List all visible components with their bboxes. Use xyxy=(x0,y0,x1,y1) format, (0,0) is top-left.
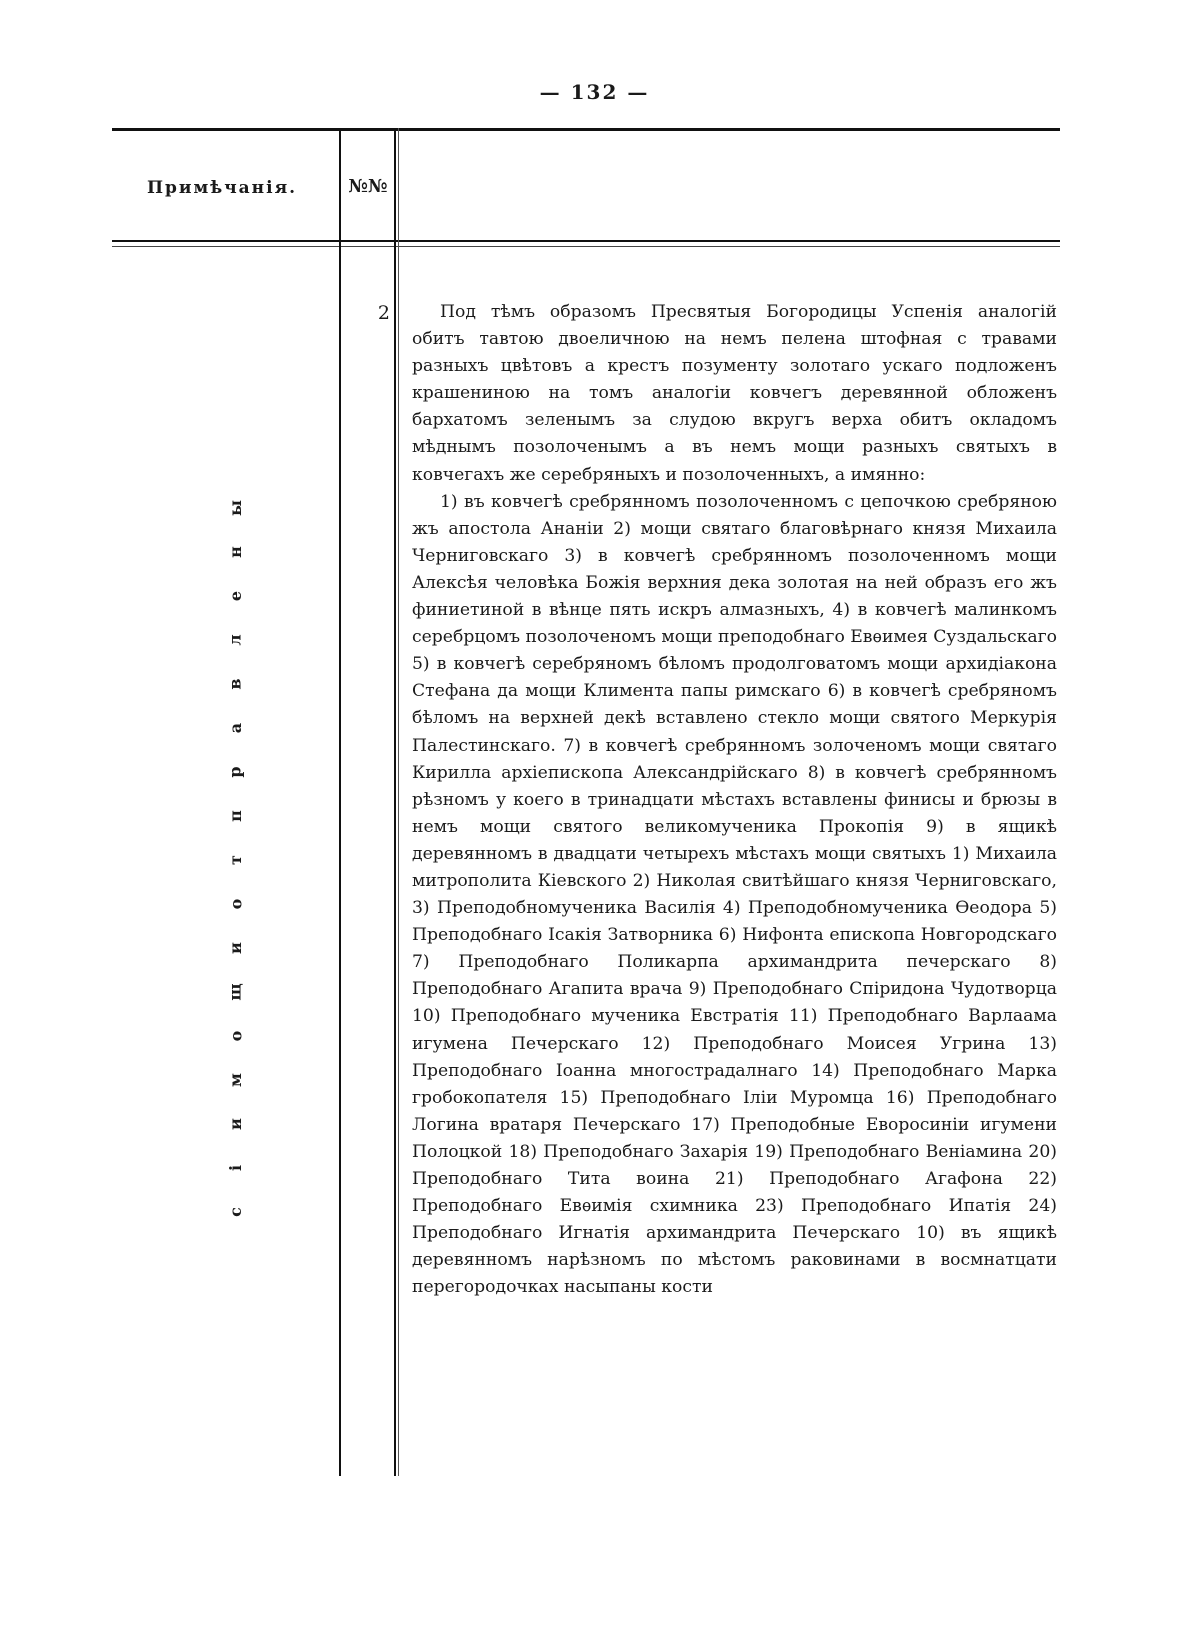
side-note-letter: с xyxy=(226,1207,245,1217)
column-divider-number xyxy=(394,128,396,1476)
column-divider-notes xyxy=(339,128,341,1476)
side-note-letter: ы xyxy=(225,499,245,517)
entry-text xyxy=(412,299,1057,1301)
page-number: — 132 — xyxy=(539,80,650,104)
side-note-letter: о xyxy=(225,1030,245,1042)
row-number: 2 xyxy=(377,302,390,324)
side-note-letter: т xyxy=(225,855,245,865)
side-note-letter: м xyxy=(226,1073,245,1087)
side-note-letter: і xyxy=(225,1164,245,1172)
side-note-letter: е xyxy=(226,590,245,602)
side-note-letter: п xyxy=(226,810,245,822)
side-note-letter: и xyxy=(226,1118,245,1130)
column-divider-number-thin xyxy=(398,128,399,1476)
table-header-rule xyxy=(112,240,1060,242)
side-note-letter: н xyxy=(226,546,245,558)
number-column-header: №№ xyxy=(348,176,388,197)
side-note-letter: и xyxy=(226,942,245,954)
entry-paragraph: Под тѣмъ образомъ Пресвятыя Богородицы Успенія аналогій обитъ тавтою двоеличною на немъ пелена штофная с травами разныхъ цвѣтовъ а крестъ позументу золотаго ускаго подложенъ крашениною на томъ аналогіи ковчегъ деревянной обложенъ бархатомъ зеленымъ за слудою вкругъ верха обитъ окладомъ мѣднымъ позолоченымъ а въ немъ мощи разныхъ святыхъ в ковчегахъ же серебряныхъ и позолоченныхъ, а имянно: xyxy=(412,302,1057,485)
notes-column-header: Примѣчанія. xyxy=(146,178,298,198)
table-top-rule xyxy=(112,128,1060,131)
side-note xyxy=(216,500,256,1220)
table-header-rule-thin xyxy=(112,246,1060,247)
side-note-letter: щ xyxy=(226,983,245,1001)
side-note-letter: а xyxy=(226,722,245,734)
side-note-letter: р xyxy=(226,766,245,778)
side-note-letter: о xyxy=(225,898,245,910)
entry-paragraph: 1) въ ковчегѣ сребрянномъ позолоченномъ с цепочкою сребряною жъ апостола Ананіи 2) мощи святаго благовѣрнаго князя Михаила Черниговскаго 3) в ковчегѣ сребрянномъ позолоченномъ мощи Алексѣя человѣка Божія верхния дека золотая на ней образъ его жъ финиетиной в вѣнце пять искръ алмазныхъ, 4) в ковчегѣ малинкомъ серебрцомъ позолоченомъ мощи преподобнаго Евѳимея Суздальскаго 5) в ковчегѣ серебряномъ бѣломъ продолговатомъ мощи архидіакона Стефана да мощи Климента папы римскаго 6) в ковчегѣ сребряномъ бѣломъ на верхней декѣ вставлено стекло мощи святого Меркурія Палестинскаго. 7) в ковчегѣ сребрянномъ золоченомъ мощи святаго Кирилла архіепископа Александрійскаго 8) в ковчегѣ сребрянномъ рѣзномъ у коего в тринадцати мѣстахъ вставлены финисы и брюзы в немъ мощи святого великомученика Прокопія 9) в ящикѣ деревянномъ в двадцати четырехъ мѣстахъ мощи святыхъ 1) Михаила митрополита Кіевского 2) Николая свитѣйшаго князя Черниговскаго, 3) Преподобномученика Василія 4) Преподобномученика Ѳеодора 5) Преподобнаго Ісакія Затворника 6) Нифонта епископа Новгородскаго 7) Преподобнаго Поликарпа архимандрита печерскаго 8) Преподобнаго Агапита врача 9) Преподобнаго Спiридона Чудотворца 10) Преподобнаго мученика Евстратія 11) Преподобнаго Варлаама игумена Печерскаго 12) Преподобнаго Моисея Угрина 13) Преподобнаго Іоанна многострадалнаго 14) Преподобнаго Марка гробокопателя 15) Преподобнаго Іліи Муромца 16) Преподобнаго Логина вратаря Печерскаго 17) Преподобные Еворосиніи игумени Полоцкой 18) Преподобнаго Захарія 19) Преподобнаго Веніамина 20) Преподобнаго Тита воина 21) Преподобнаго Агафона 22) Преподобнаго Евѳимія схимника 23) Преподобнаго Ипатія 24) Преподобнаго Игнатія архимандрита Печерскаго 10) въ ящикѣ деревянномъ нарѣзномъ по мѣстомъ раковинами в восмнатцати перегородочках насыпаны кости xyxy=(412,491,1057,1298)
side-note-letter: в xyxy=(226,678,245,690)
side-note-letter: л xyxy=(226,634,245,646)
